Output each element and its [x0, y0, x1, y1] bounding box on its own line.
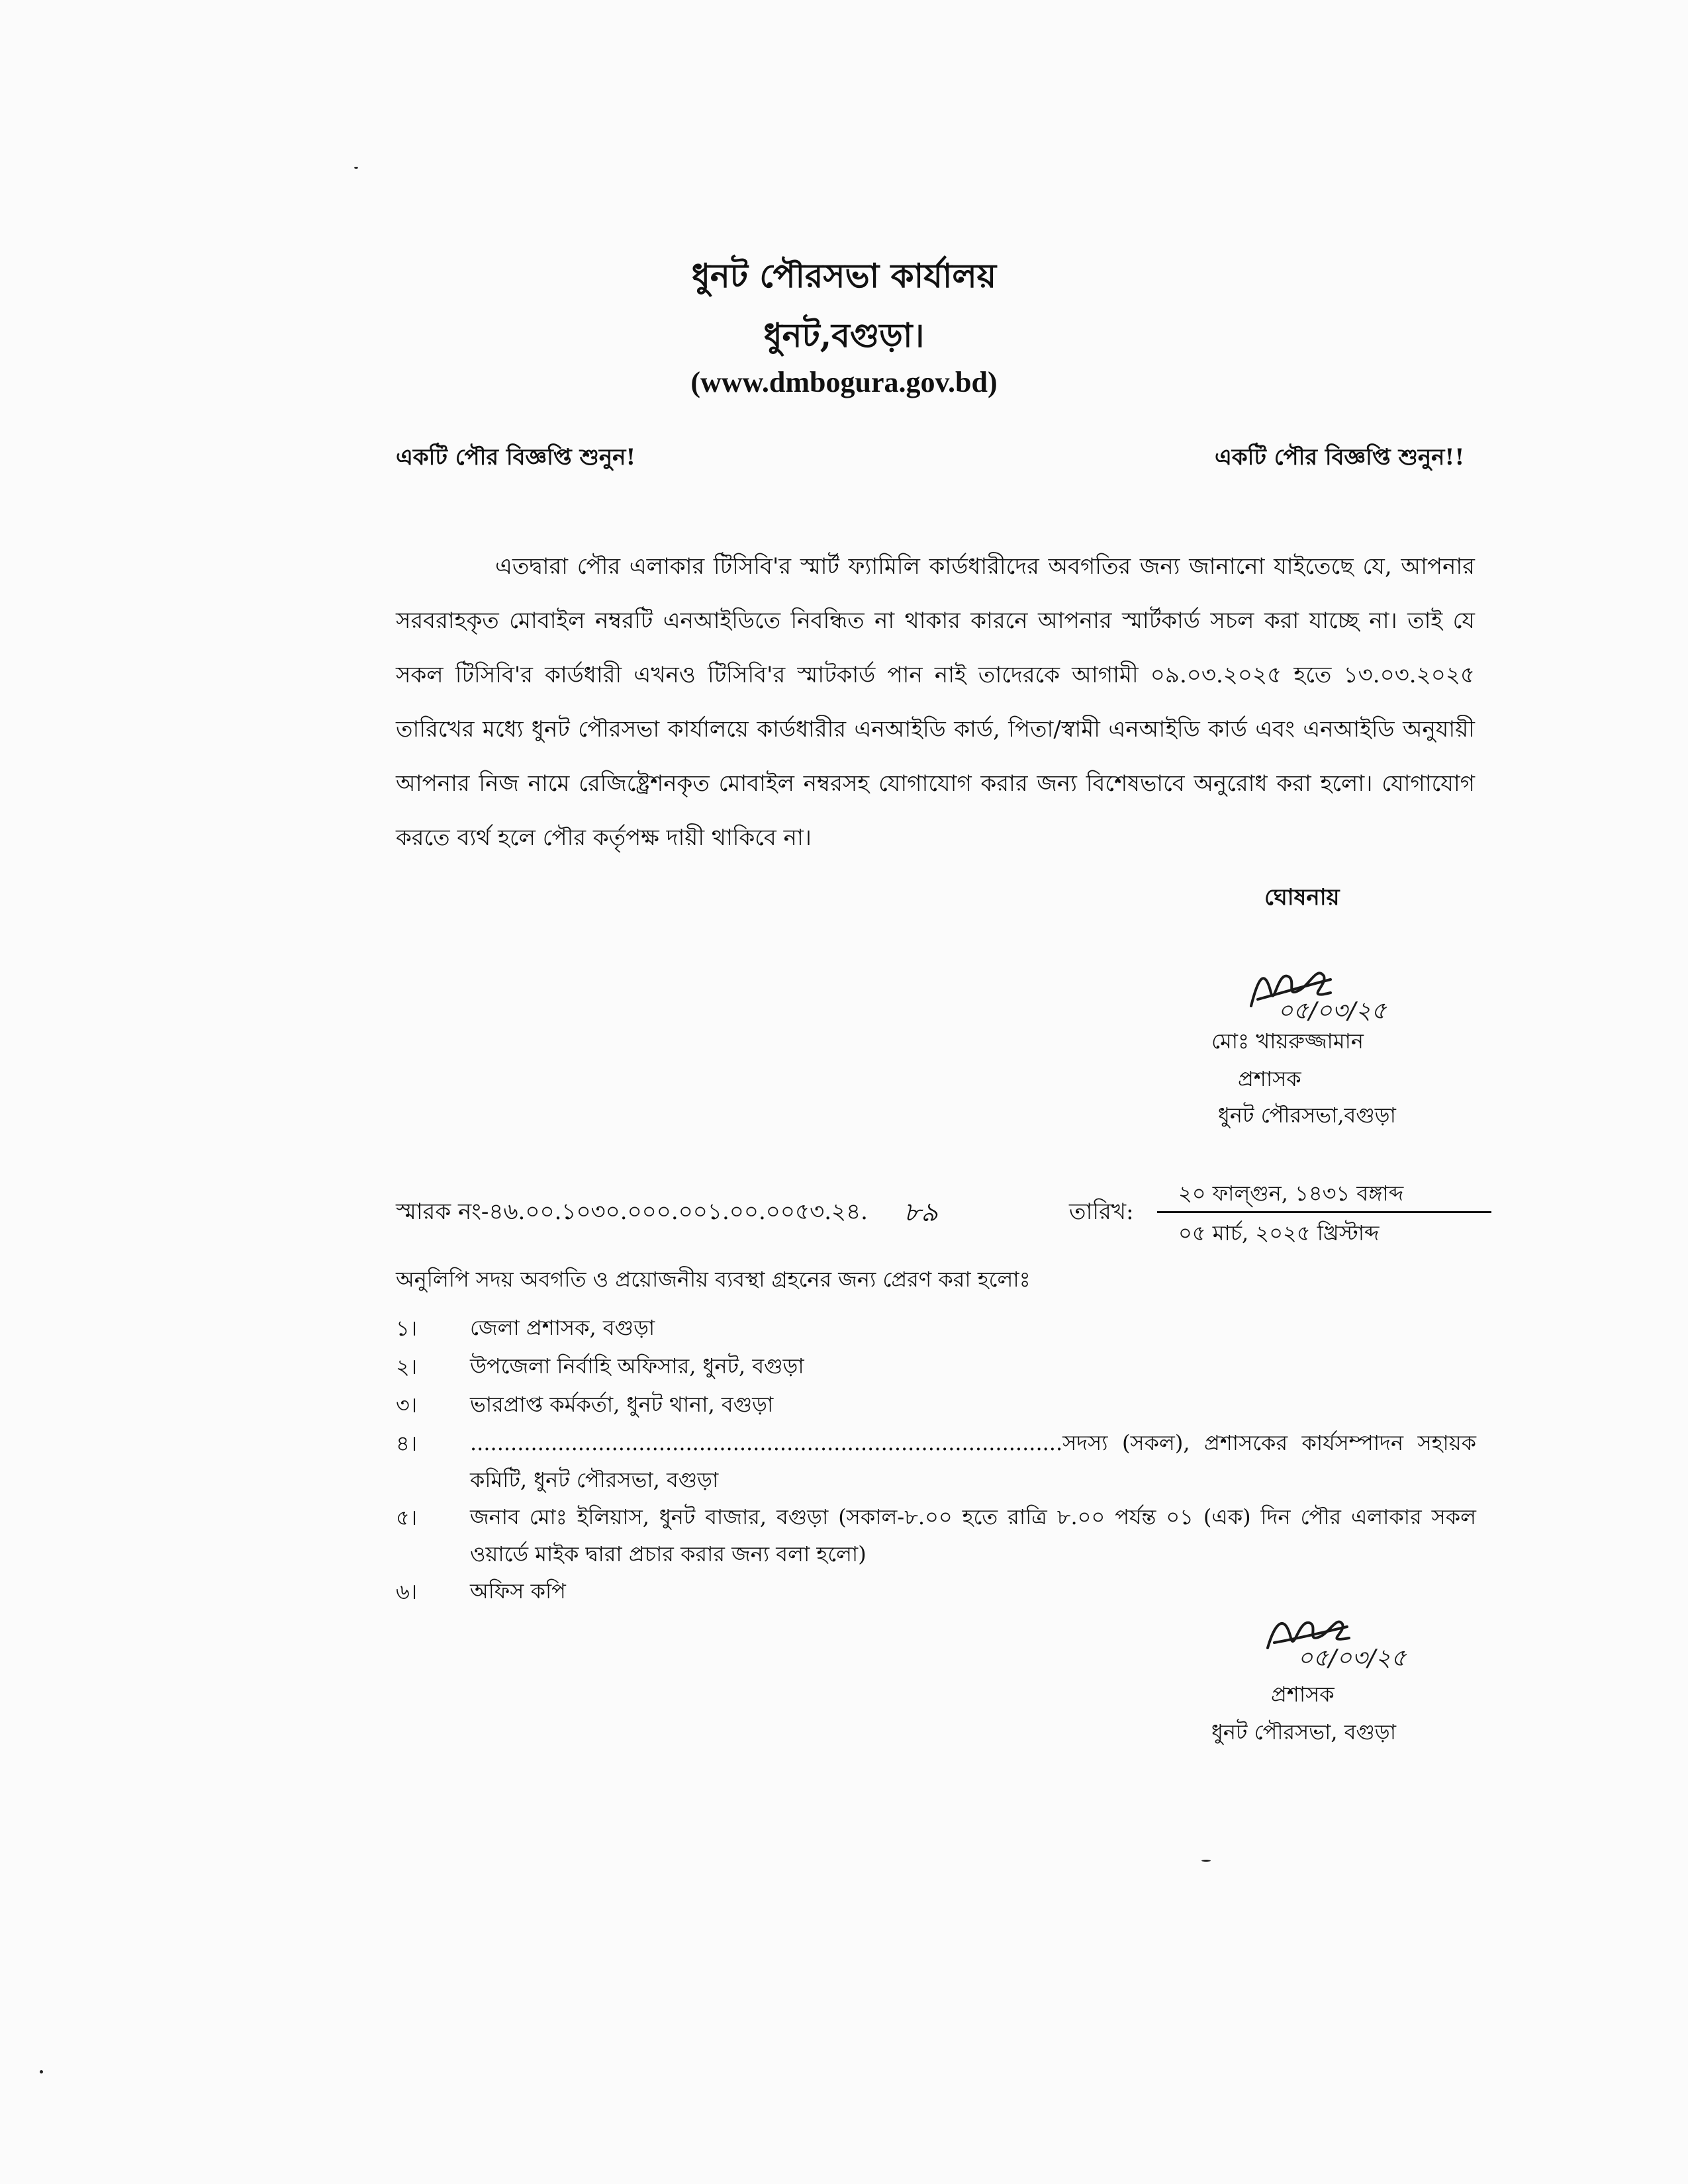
scan-speck [1201, 1860, 1211, 1862]
list-item: অফিস কপি [470, 1578, 566, 1604]
signature-1-designation: প্রশাসক [1238, 1066, 1301, 1091]
signature-2-handwritten-date: ০৫/০৩/২৫ [1297, 1645, 1407, 1672]
list-item-number: ১। [396, 1316, 418, 1341]
signature-2-designation: প্রশাসক [1271, 1682, 1335, 1707]
list-item: জনাব মোঃ ইলিয়াস, ধুনট বাজার, বগুড়া (সকাল-৮.০০ হতে রাত্রি ৮.০০ পর্যন্ত ০১ (এক) দিন পৌর এলাকার সকল ওয়ার্ডে মাইক দ্বারা প্রচার করার জন্য বলা হলো) [470, 1504, 1476, 1567]
website-url: (www.dmbogura.gov.bd) [690, 366, 998, 398]
signature-1-handwritten-date: ০৫/০৩/২৫ [1278, 997, 1387, 1024]
date-divider [1157, 1211, 1491, 1213]
list-item: জেলা প্রশাসক, বগুড়া [470, 1315, 655, 1340]
list-item-number: ৬। [396, 1579, 418, 1604]
notice-body [396, 539, 1475, 865]
list-item: উপজেলা নির্বাহি অফিসার, ধুনট, বগুড়া [470, 1353, 804, 1379]
distribution-intro: অনুলিপি সদয় অবগতি ও প্রয়োজনীয় ব্যবস্থা গ্রহনের জন্য প্রেরণ করা হলোঃ [396, 1267, 1031, 1292]
notice-paragraph: এতদ্বারা পৌর এলাকার টিসিবি'র স্মার্ট ফ্যামিলি কার্ডধারীদের অবগতির জন্য জানানো যাইতেছে যে, আপনার সরবরাহকৃত মোবাইল নম্বরটি এনআইডিতে নিবন্ধিত না থাকার কারনে আপনার স্মার্টকার্ড সচল করা যাচ্ছে না। তাই যে সকল টিসিবি'র কার্ডধারী এখনও টিসিবি'র স্মাটকার্ড পান নাই তাদেরকে আগামী ০৯.০৩.২০২৫ হতে ১৩.০৩.২০২৫ তারিখের মধ্যে ধুনট পৌরসভা কার্যালয়ে কার্ডধারীর এনআইডি কার্ড, পিতা/স্বামী এনআইডি কার্ড এবং এনআইডি অনুযায়ী আপনার নিজ নামে রেজিষ্ট্রেশনকৃত মোবাইল নম্বরসহ যোগাযোগ করার জন্য বিশেষভাবে অনুরোধ করা হলো। যোগাযোগ করতে ব্যর্থ হলে পৌর কর্তৃপক্ষ দায়ী থাকিবে না। [396, 553, 1475, 851]
memo-date-label: তারিখ: [1069, 1199, 1134, 1225]
scan-speck [40, 2070, 43, 2073]
announcement-label: ঘোষনায় [1264, 884, 1340, 911]
memo-handwritten-suffix: ৮৯ [904, 1197, 938, 1228]
memo-date-bangla: ২০ ফাল্গুন, ১৪৩১ বঙ্গাব্দ [1178, 1181, 1404, 1206]
signature-1-name: মোঃ খায়রুজ্জামান [1211, 1028, 1364, 1054]
signature-2-office: ধুনট পৌরসভা, বগুড়া [1211, 1719, 1397, 1745]
list-item-number: ২। [396, 1354, 418, 1379]
list-item-number: ৪। [396, 1431, 418, 1456]
notice-call-left: একটি পৌর বিজ্ঞপ্তি শুনুন! [396, 444, 636, 471]
list-item: ........................................................................................সদস্য (সকল), প্রশাসকের কার্যসম্পাদন সহায়ক কমিটি, ধুনট পৌরসভা, বগুড়া [470, 1430, 1476, 1492]
memo-number: স্মারক নং-৪৬.০০.১০৩০.০০০.০০১.০০.০০৫৩.২৪. [396, 1199, 868, 1225]
memo-date-gregorian: ০৫ মার্চ, ২০২৫ খ্রিস্টাব্দ [1178, 1220, 1380, 1246]
office-location: ধুনট,বগুড়া। [763, 316, 925, 355]
notice-call-right: একটি পৌর বিজ্ঞপ্তি শুনুন!! [1215, 444, 1465, 471]
list-item-number: ৫। [396, 1505, 418, 1530]
scan-speck [354, 167, 358, 169]
signature-1-office: ধুনট পৌরসভা,বগুড়া [1218, 1103, 1396, 1128]
list-item-number: ৩। [396, 1392, 418, 1418]
office-name: ধুনট পৌরসভা কার্যালয় [691, 256, 997, 295]
list-item: ভারপ্রাপ্ত কর্মকর্তা, ধুনট থানা, বগুড়া [470, 1392, 774, 1417]
